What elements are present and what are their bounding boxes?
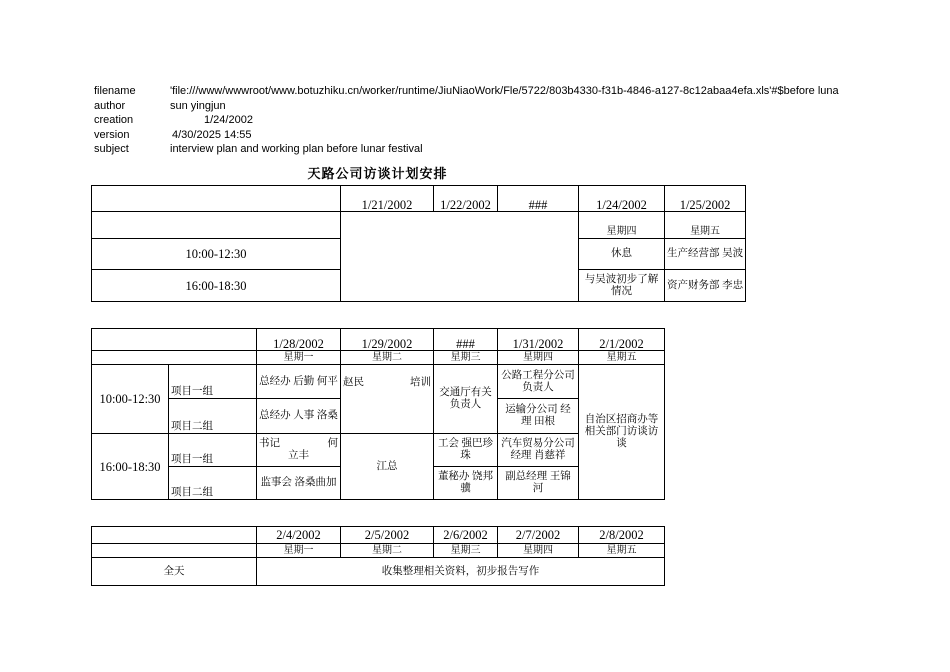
date-cell: 2/7/2002 <box>498 527 579 544</box>
schedule-cell: 生产经营部 吴波 <box>665 239 746 270</box>
schedule-text: 何 <box>327 438 338 449</box>
subject-value: interview plan and working plan before lunar festival <box>170 143 423 155</box>
empty-cell <box>92 212 341 239</box>
week1-weekday-row <box>92 212 746 239</box>
weekday-cell: 星期五 <box>579 351 665 365</box>
schedule-cell: 运输分公司 经理 田根 <box>498 399 579 434</box>
date-cell: 1/25/2002 <box>665 186 746 212</box>
filename-value: 'file:///www/wwwroot/www.botuzhiku.cn/worker/runtime/JiuNiaoWork/Fle/5722/803b4330-f31b-4846-a127-8c12abaa4efa.xls'#$before luna <box>170 85 839 97</box>
corner-cell <box>92 186 341 212</box>
schedule-title: 天路公司访谈计划安排 <box>307 166 448 181</box>
group-label: 项目二组 <box>169 467 257 500</box>
schedule-cell: 总经办 后勤 何平 <box>257 365 341 399</box>
schedule-cell: 江总 <box>341 434 434 500</box>
date-cell: 2/1/2002 <box>579 329 665 351</box>
week3-table <box>91 526 665 586</box>
schedule-text: 赵民 <box>343 377 364 388</box>
date-cell: 1/29/2002 <box>341 329 434 351</box>
creation-label: creation <box>94 114 134 126</box>
group-label: 项目一组 <box>169 365 257 399</box>
creation-value: 1/24/2002 <box>204 114 253 126</box>
subject-label: subject <box>94 143 129 155</box>
weekday-cell: 星期五 <box>579 544 665 558</box>
schedule-cell: 休息 <box>579 239 665 270</box>
group-label: 项目一组 <box>169 434 257 467</box>
time-slot-label: 16:00-18:30 <box>92 270 341 302</box>
time-slot-label: 10:00-12:30 <box>92 239 341 270</box>
week2-table <box>91 328 665 500</box>
filename-label: filename <box>94 85 136 97</box>
weekday-cell: 星期一 <box>257 544 341 558</box>
date-cell: 1/22/2002 <box>434 186 498 212</box>
file-properties <box>94 84 839 157</box>
schedule-cell: 总经办 人事 洛桑 <box>257 399 341 434</box>
date-cell: 2/6/2002 <box>434 527 498 544</box>
date-cell: 2/4/2002 <box>257 527 341 544</box>
schedule-cell: 自治区招商办等相关部门访谈访谈 <box>579 365 665 500</box>
date-cell: 2/5/2002 <box>341 527 434 544</box>
weekday-cell: 星期三 <box>434 351 498 365</box>
schedule-cell: 董秘办 饶邦骥 <box>434 467 498 500</box>
corner-cell <box>92 329 257 351</box>
schedule-text: 书记 <box>259 438 280 449</box>
date-cell: 1/31/2002 <box>498 329 579 351</box>
schedule-cell: 资产财务部 李忠 <box>665 270 746 302</box>
date-cell: ### <box>498 186 579 212</box>
week1-table <box>91 185 746 302</box>
allday-label: 全天 <box>92 558 257 586</box>
version-label: version <box>94 128 130 141</box>
week2-date-row <box>92 329 665 351</box>
group-label: 项目二组 <box>169 399 257 434</box>
schedule-cell <box>257 434 341 467</box>
week3-weekday-row <box>92 544 665 558</box>
schedule-text: 立丰 <box>288 450 309 461</box>
empty-cell <box>92 351 257 365</box>
allday-task: 收集整理相关资料，初步报告写作 <box>257 558 665 586</box>
date-cell: 2/8/2002 <box>579 527 665 544</box>
schedule-text: 培训 <box>410 377 431 388</box>
date-cell: 1/24/2002 <box>579 186 665 212</box>
weekday-cell: 星期一 <box>257 351 341 365</box>
weekday-cell: 星期五 <box>665 212 746 239</box>
corner-cell <box>92 527 257 544</box>
date-cell: 1/21/2002 <box>341 186 434 212</box>
empty-cell <box>92 544 257 558</box>
time-slot-label: 10:00-12:30 <box>92 365 169 434</box>
weekday-cell: 星期四 <box>579 212 665 239</box>
date-cell: ### <box>434 329 498 351</box>
week1-date-row <box>92 186 746 212</box>
schedule-cell: 汽车贸易分公司 经理 肖慈祥 <box>498 434 579 467</box>
date-cell: 1/28/2002 <box>257 329 341 351</box>
weekday-cell: 星期二 <box>341 351 434 365</box>
version-value: 4/30/2025 14:55 <box>172 128 252 141</box>
schedule-cell: 与吴波初步了解情况 <box>579 270 665 302</box>
week2-am-row-1 <box>92 365 665 399</box>
author-label: author <box>94 99 126 112</box>
schedule-cell <box>341 365 434 434</box>
schedule-cell: 监事会 洛桑曲加 <box>257 467 341 500</box>
schedule-cell: 副总经理 王锦河 <box>498 467 579 500</box>
schedule-cell: 公路工程分公司负责人 <box>498 365 579 399</box>
time-slot-label: 16:00-18:30 <box>92 434 169 500</box>
weekday-cell: 星期四 <box>498 544 579 558</box>
week3-date-row <box>92 527 665 544</box>
week3-allday-row <box>92 558 665 586</box>
weekday-cell: 星期三 <box>434 544 498 558</box>
schedule-cell: 工会 强巴珍珠 <box>434 434 498 467</box>
schedule-cell: 交通厅有关负责人 <box>434 365 498 434</box>
weekday-cell: 星期四 <box>498 351 579 365</box>
blank-block <box>341 212 579 302</box>
author-value: sun yingjun <box>170 99 226 112</box>
week2-weekday-row <box>92 351 665 365</box>
weekday-cell: 星期二 <box>341 544 434 558</box>
